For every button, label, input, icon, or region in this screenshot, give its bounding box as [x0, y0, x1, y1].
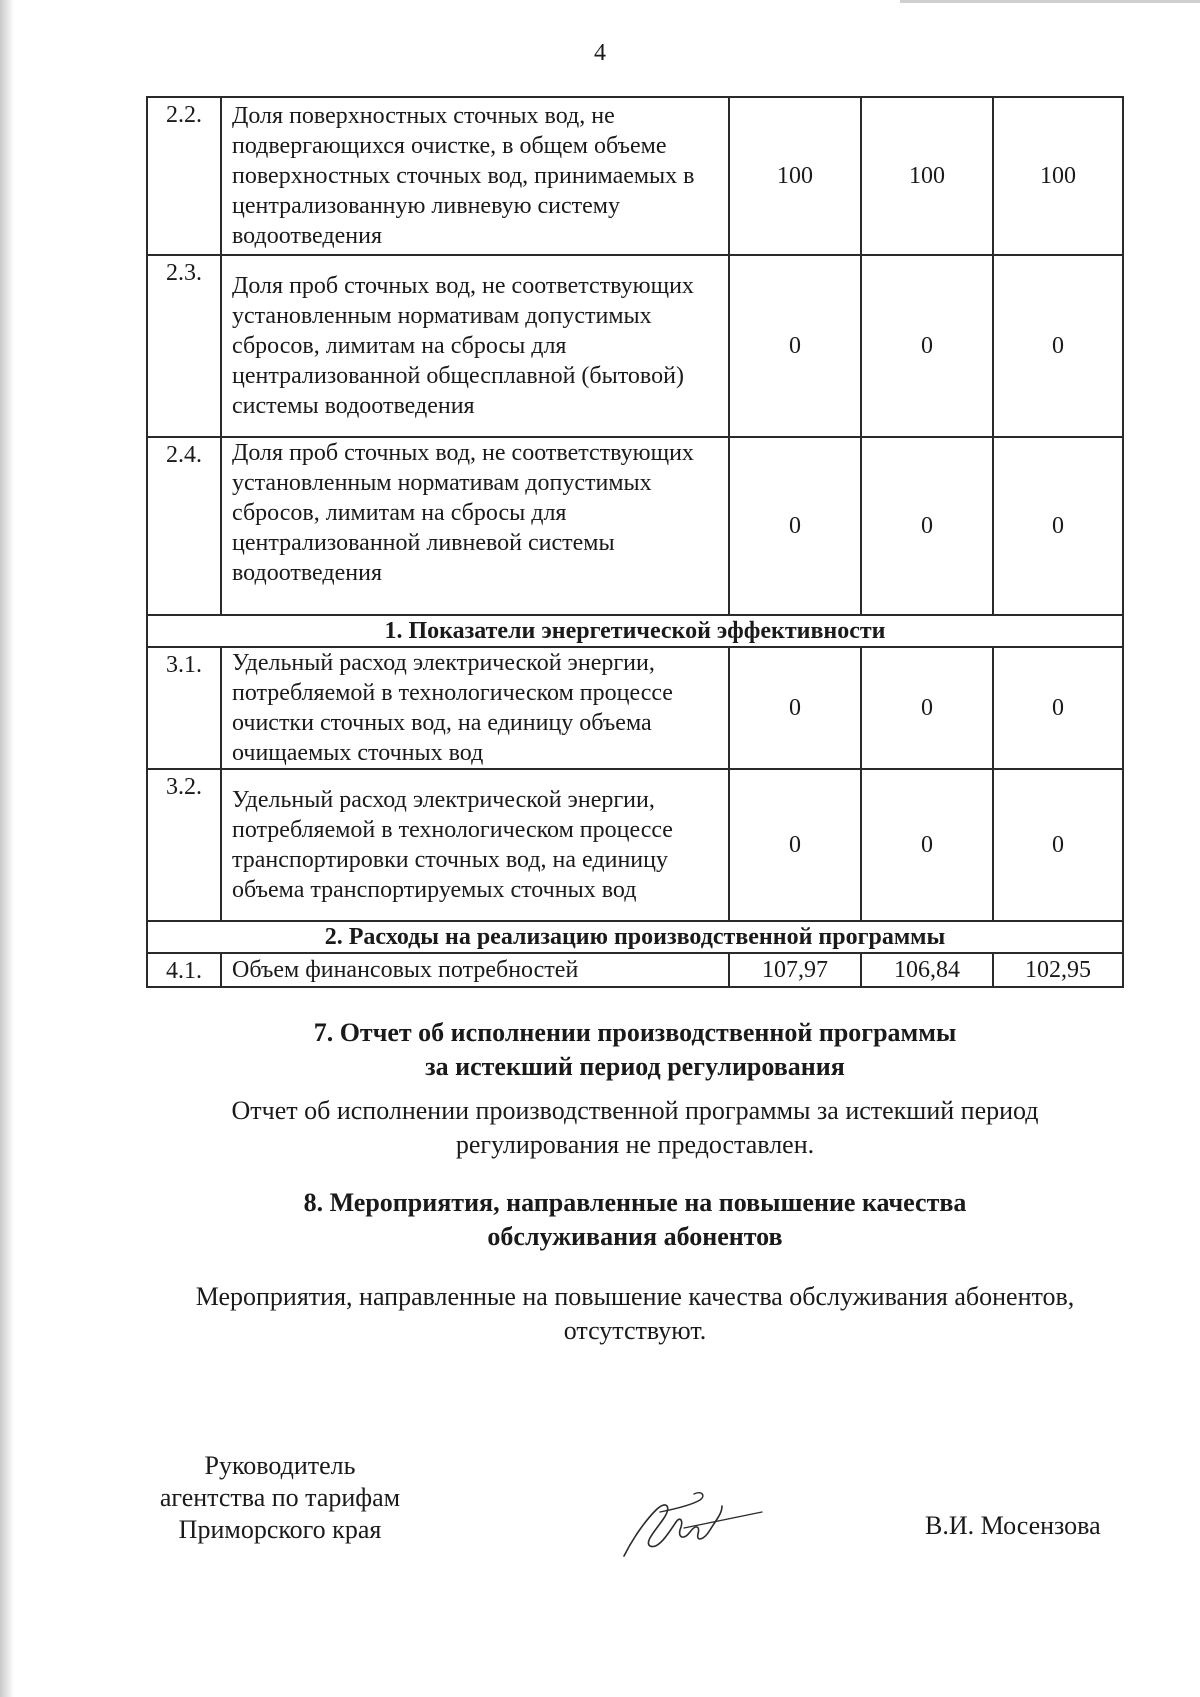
section8-heading-line2: обслуживания абонентов — [487, 1222, 783, 1251]
section7-heading — [0, 1016, 1200, 1084]
row-number: 3.1. — [147, 647, 221, 769]
signatory-position-line1: Руководитель — [204, 1451, 356, 1480]
row-value-1: 0 — [729, 769, 861, 921]
signatory-position-line3: Приморского края — [178, 1515, 382, 1544]
scan-shadow-left — [0, 0, 14, 1697]
row-description: Доля проб сточных вод, не соответствующих установленным нормативам допустимых сбросов, лимитам на сбросы для централизованной общесплавной (бытовой) системы водоотведения — [221, 255, 729, 437]
row-number: 2.3. — [147, 255, 221, 437]
row-number: 4.1. — [147, 953, 221, 987]
row-value-1: 107,97 — [729, 953, 861, 987]
row-description: Удельный расход электрической энергии, потребляемой в технологическом процессе транспортировки сточных вод, на единицу объема транспортируемых сточных вод — [221, 769, 729, 921]
section-row-costs — [147, 921, 1123, 953]
page-number: 4 — [594, 40, 606, 66]
row-value-2: 100 — [861, 97, 993, 255]
row-value-2: 106,84 — [861, 953, 993, 987]
signatory-position — [130, 1450, 430, 1546]
section7-text-line1: Отчет об исполнении производственной программы за истекший период — [231, 1096, 1039, 1125]
row-value-2: 0 — [861, 647, 993, 769]
row-value-1: 0 — [729, 437, 861, 615]
row-value-1: 100 — [729, 97, 861, 255]
table-row — [147, 255, 1123, 437]
table-row — [147, 97, 1123, 255]
section8-text — [0, 1280, 1200, 1348]
signatory-position-line2: агентства по тарифам — [159, 1483, 401, 1512]
row-value-3: 102,95 — [993, 953, 1123, 987]
row-value-1: 0 — [729, 647, 861, 769]
section8-heading — [0, 1186, 1200, 1254]
row-value-2: 0 — [861, 769, 993, 921]
section-row-energy — [147, 615, 1123, 647]
row-number: 2.2. — [147, 97, 221, 255]
row-value-3: 0 — [993, 255, 1123, 437]
row-description: Объем финансовых потребностей — [221, 953, 729, 987]
handwritten-signature — [610, 1470, 770, 1570]
section7-text — [0, 1094, 1200, 1162]
row-number: 3.2. — [147, 769, 221, 921]
row-value-2: 0 — [861, 437, 993, 615]
table-row — [147, 953, 1123, 987]
row-value-3: 0 — [993, 647, 1123, 769]
table-row — [147, 769, 1123, 921]
section-title-costs: 2. Расходы на реализацию производственной программы — [147, 921, 1123, 953]
section7-heading-line2: за истекший период регулирования — [425, 1052, 845, 1081]
table-row — [147, 647, 1123, 769]
row-description: Доля проб сточных вод, не соответствующих установленным нормативам допустимых сбросов, лимитам на сбросы для централизованной ливневой системы водоотведения — [221, 437, 729, 615]
row-description: Удельный расход электрической энергии, потребляемой в технологическом процессе очистки сточных вод, на единицу объема очищаемых сточных вод — [221, 647, 729, 769]
scan-shadow-top — [900, 0, 1200, 3]
row-number: 2.4. — [147, 437, 221, 615]
row-value-3: 100 — [993, 97, 1123, 255]
indicators-table — [146, 96, 1124, 988]
table-row — [147, 437, 1123, 615]
row-value-3: 0 — [993, 437, 1123, 615]
section7-text-line2: регулирования не предоставлен. — [455, 1130, 815, 1159]
section8-heading-line1: 8. Мероприятия, направленные на повышение качества — [303, 1188, 967, 1217]
signatory-name: В.И. Мосензова — [925, 1511, 1101, 1540]
row-value-1: 0 — [729, 255, 861, 437]
row-value-3: 0 — [993, 769, 1123, 921]
row-value-2: 0 — [861, 255, 993, 437]
row-description: Доля поверхностных сточных вод, не подвергающихся очистке, в общем объеме поверхностных сточных вод, принимаемых в централизованную ливневую систему водоотведения — [221, 97, 729, 255]
section-title-energy: 1. Показатели энергетической эффективности — [147, 615, 1123, 647]
section8-text-line2: отсутствуют. — [563, 1316, 707, 1345]
section7-heading-line1: 7. Отчет об исполнении производственной программы — [313, 1018, 957, 1047]
section8-text-line1: Мероприятия, направленные на повышение качества обслуживания абонентов, — [195, 1282, 1075, 1311]
